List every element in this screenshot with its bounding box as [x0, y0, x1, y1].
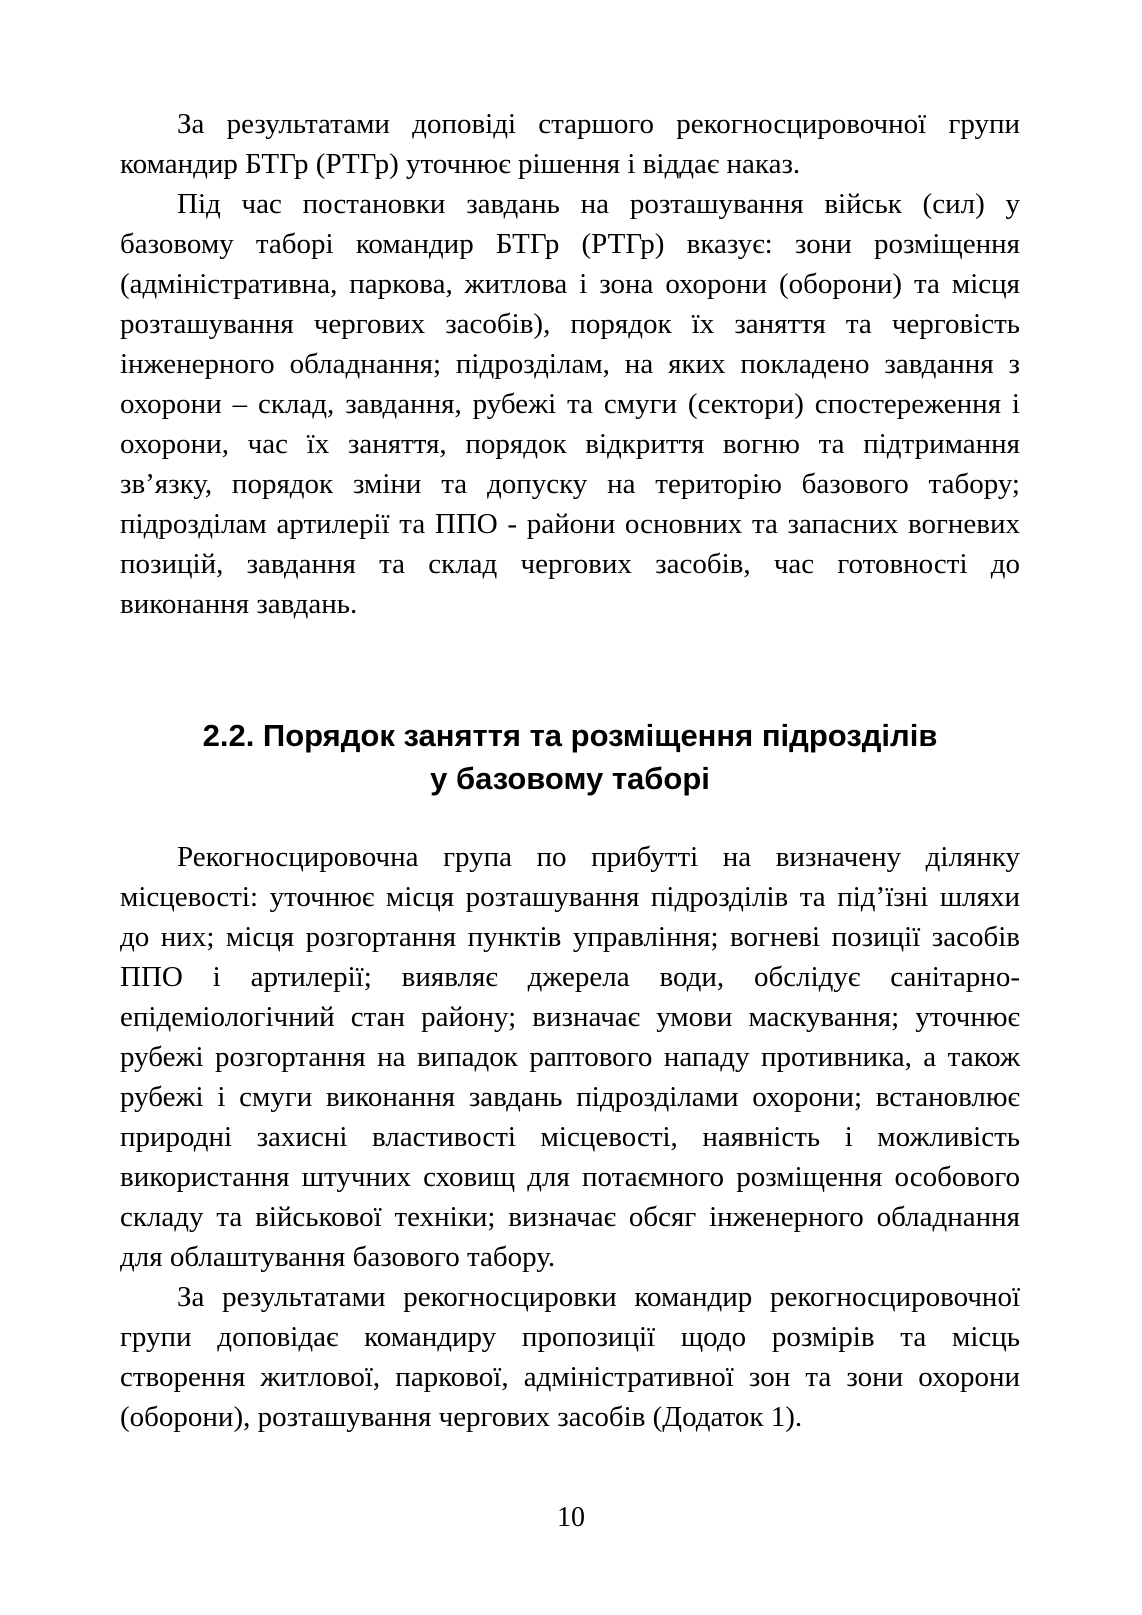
section-heading-line-2: у базовому таборі: [430, 761, 710, 796]
section-heading-line-1: 2.2. Порядок заняття та розміщення підрозділів: [202, 718, 938, 753]
paragraph-intro-2: Під час постановки завдань на розташування військ (сил) у базовому таборі командир БТГр (РТГр) вказує: зони розміщення (адміністративна, паркова, житлова і зона охорони (оборони) та місця розташування чергових засобів), порядок їх заняття та черговість інженерного обладнання; підрозділам, на яких покладено завдання з охорони – склад, завдання, рубежі та смуги (сектори) спостереження і охорони, час їх заняття, порядок відкриття вогню та підтримання зв’язку, порядок зміни та допуску на територію базового табору; підрозділам артилерії та ППО - райони основних та запасних вогневих позицій, завдання та склад чергових засобів, час готовності до виконання завдань.: [120, 188, 1020, 620]
paragraph-section-1: Рекогносцировочна група по прибутті на визначену ділянку місцевості: уточнює місця розташування підрозділів та під’їзні шляхи до них; місця розгортання пунктів управління; вогневі позиції засобів ППО і артилерії; виявляє джерела води, обслідує санітарно-епідеміологічний стан району; визначає умови маскування; уточнює рубежі розгортання на випадок раптового нападу противника, а також рубежі і смуги виконання завдань підрозділами охорони; встановлює природні захисні властивості місцевості, наявність і можливість використання штучних сховищ для потаємного розміщення особового складу та військової техніки; визначає обсяг інженерного обладнання для облаштування базового табору.: [120, 841, 1020, 1273]
section-heading: [120, 714, 1020, 800]
paragraph-intro-1: За результатами доповіді старшого рекогносцировочної групи командир БТГр (РТГр) уточнює рішення і віддає наказ.: [120, 108, 1020, 180]
page-number: 10: [557, 1502, 585, 1533]
paragraph-section-2: За результатами рекогносцировки командир рекогносцировочної групи доповідає командиру пропозиції щодо розмірів та місць створення житлової, паркової, адміністративної зон та зони охорони (оборони), розташування чергових засобів (Додаток 1).: [120, 1281, 1020, 1433]
text-block: [120, 104, 1020, 1437]
